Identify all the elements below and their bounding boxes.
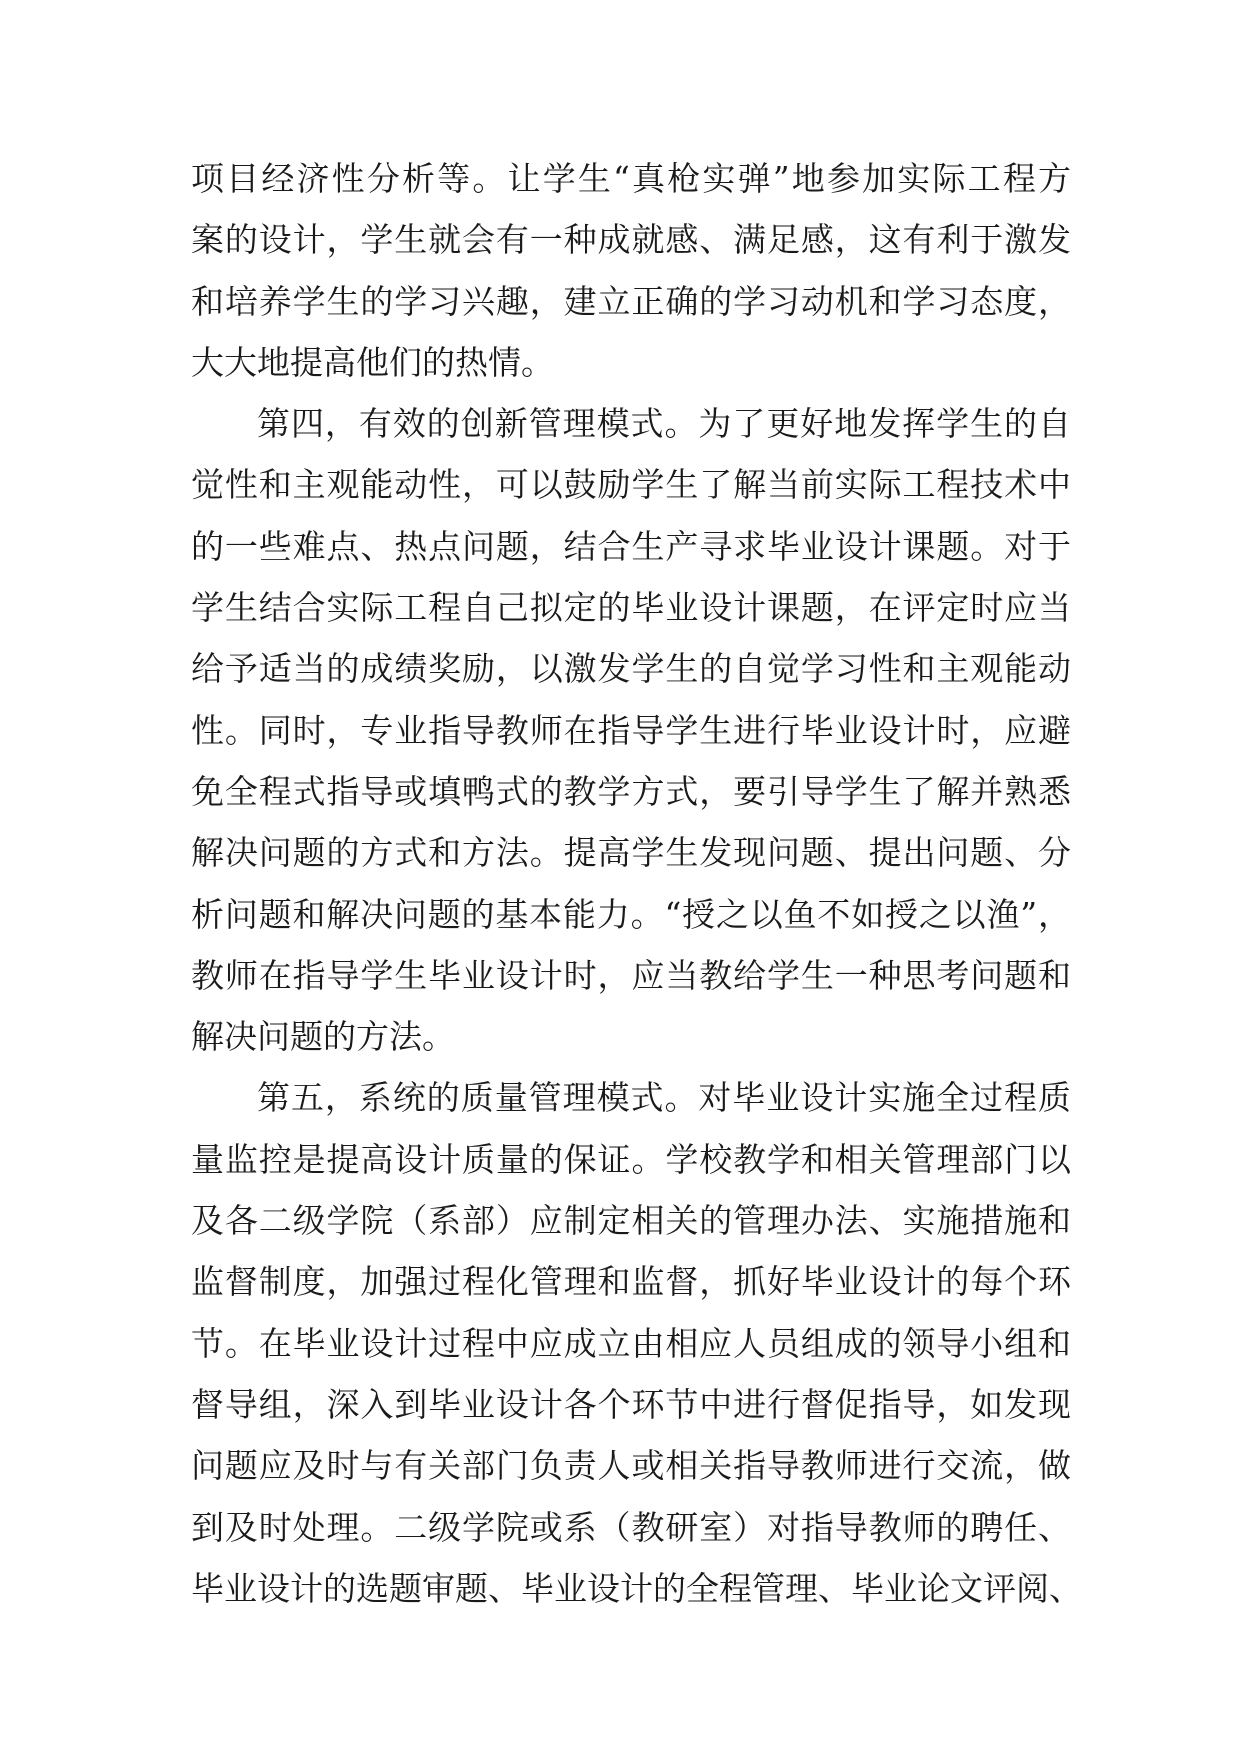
text-line: 解决问题的方法。 xyxy=(191,1017,455,1057)
text-line: 觉性和主观能动性，可以鼓励学生了解当前实际工程技术中 xyxy=(191,465,1071,505)
text-line: 性。同时，专业指导教师在指导学生进行毕业设计时，应避 xyxy=(191,710,1071,750)
text-line: 解决问题的方式和方法。提高学生发现问题、提出问题、分 xyxy=(191,833,1071,873)
text-line: 教师在指导学生毕业设计时，应当教给学生一种思考问题和 xyxy=(191,955,1071,995)
text-line: 析问题和解决问题的基本能力。“授之以鱼不如授之以渔”， xyxy=(191,894,1071,934)
text-line: 案的设计，学生就会有一种成就感、满足感，这有利于激发 xyxy=(191,220,1071,260)
text-line: 项目经济性分析等。让学生“真枪实弹”地参加实际工程方 xyxy=(191,159,1071,198)
text-line: 和培养学生的学习兴趣，建立正确的学习动机和学习态度， xyxy=(191,281,1071,321)
text-line: 量监控是提高设计质量的保证。学校教学和相关管理部门以 xyxy=(191,1139,1071,1179)
text-line: 学生结合实际工程自己拟定的毕业设计课题，在评定时应当 xyxy=(191,588,1071,628)
text-line: 督导组，深入到毕业设计各个环节中进行督促指导，如发现 xyxy=(191,1384,1071,1424)
text-line: 监督制度，加强过程化管理和监督，抓好毕业设计的每个环 xyxy=(191,1262,1071,1302)
text-line: 免全程式指导或填鸭式的教学方式，要引导学生了解并熟悉 xyxy=(191,771,1071,811)
text-line: 节。在毕业设计过程中应成立由相应人员组成的领导小组和 xyxy=(191,1323,1071,1363)
text-line: 到及时处理。二级学院或系（教研室）对指导教师的聘任、 xyxy=(191,1507,1071,1547)
text-line: 给予适当的成绩奖励，以激发学生的自觉学习性和主观能动 xyxy=(191,649,1071,689)
text-line: 的一些难点、热点问题，结合生产寻求毕业设计课题。对于 xyxy=(191,526,1071,566)
text-line: 及各二级学院（系部）应制定相关的管理办法、实施措施和 xyxy=(191,1201,1071,1241)
text-line: 大大地提高他们的热情。 xyxy=(191,342,554,382)
text-line: 问题应及时与有关部门负责人或相关指导教师进行交流，做 xyxy=(191,1446,1071,1486)
paragraph-start-line: 第四，有效的创新管理模式。为了更好地发挥学生的自 xyxy=(257,404,1071,444)
text-line: 毕业设计的选题审题、毕业设计的全程管理、毕业论文评阅、 xyxy=(191,1568,1082,1608)
document-body xyxy=(191,148,1082,1619)
paragraph-start-line: 第五，系统的质量管理模式。对毕业设计实施全过程质 xyxy=(257,1078,1071,1118)
